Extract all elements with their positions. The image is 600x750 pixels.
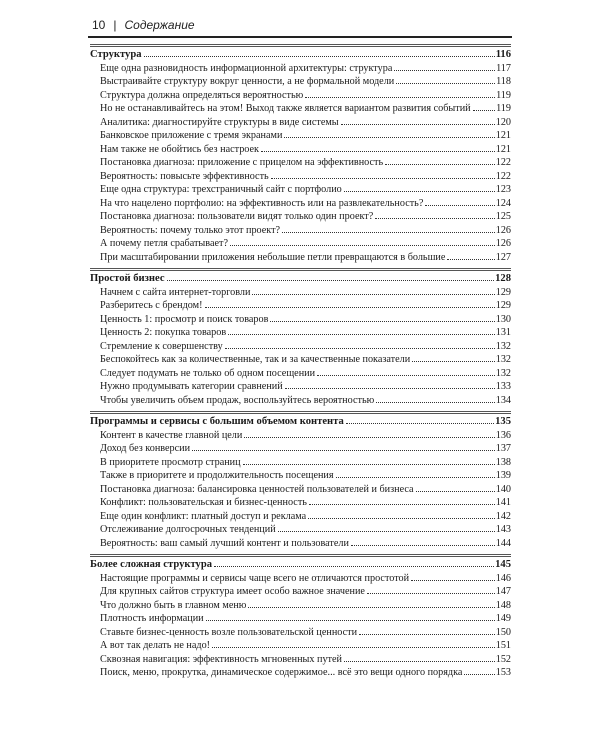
entry-title: В приоритете просмотр страниц: [100, 456, 241, 468]
toc-entry[interactable]: [90, 102, 511, 116]
header-page-number: 10: [92, 18, 106, 32]
page-number: 138: [495, 456, 511, 468]
dot-leader: [447, 259, 494, 260]
dot-leader: [270, 321, 494, 322]
toc-entry[interactable]: [90, 183, 511, 197]
dot-leader: [252, 294, 494, 295]
toc-entry[interactable]: [90, 585, 511, 599]
dot-leader: [376, 402, 495, 403]
toc-entry[interactable]: [90, 469, 511, 483]
dot-leader: [305, 97, 495, 98]
dot-leader: [473, 110, 495, 111]
dot-leader: [205, 307, 495, 308]
dot-leader: [192, 450, 495, 451]
dot-leader: [367, 593, 495, 594]
dot-leader: [416, 491, 495, 492]
toc-entry[interactable]: [90, 210, 511, 224]
dot-leader: [375, 218, 494, 219]
toc-entry[interactable]: [90, 523, 511, 537]
page-number: 136: [495, 429, 511, 441]
toc-chapter[interactable]: [90, 415, 511, 429]
toc-entry[interactable]: [90, 62, 511, 76]
page-number: 128: [495, 273, 511, 285]
page-number: 134: [495, 394, 511, 406]
dot-leader: [167, 280, 495, 281]
page-number: 124: [495, 197, 511, 209]
dot-leader: [285, 388, 495, 389]
toc-section: [90, 554, 511, 680]
page-number: 127: [495, 251, 511, 263]
dot-leader: [212, 647, 495, 648]
toc-entry[interactable]: [90, 170, 511, 184]
toc-entry[interactable]: [90, 340, 511, 354]
toc-entry[interactable]: [90, 353, 511, 367]
dot-leader: [261, 151, 495, 152]
page-number: 129: [495, 300, 511, 312]
page-number: 120: [495, 116, 511, 128]
page-number: 122: [495, 170, 511, 182]
toc-entry[interactable]: [90, 197, 511, 211]
page-number: 141: [495, 497, 511, 509]
page-number: 140: [495, 483, 511, 495]
toc-chapter[interactable]: [90, 48, 511, 62]
page-number: 129: [495, 286, 511, 298]
toc-entry[interactable]: [90, 639, 511, 653]
entry-title: Разберитесь с брендом!: [100, 300, 203, 312]
toc-section: [90, 411, 511, 550]
dot-leader: [317, 375, 495, 376]
dot-leader: [248, 607, 494, 608]
entry-title: Постановка диагноза: пользователи видят только один проект?: [100, 211, 374, 223]
entry-title: Еще одна структура: трехстраничный сайт с портфолио: [100, 184, 342, 196]
page-number: 144: [495, 537, 511, 549]
dot-leader: [394, 70, 495, 71]
entry-title: Отслеживание долгосрочных тенденций: [100, 524, 276, 536]
entry-title: Банковское приложение с тремя экранами: [100, 130, 283, 142]
dot-leader: [346, 423, 494, 424]
entry-title: При масштабировании приложения небольшие петли превращаются в большие: [100, 251, 446, 263]
header-rule: [88, 36, 512, 38]
entry-title: Начнем с сайта интернет-торговли: [100, 286, 251, 298]
entry-title: А почему петля срабатывает?: [100, 238, 228, 250]
page-number: 122: [495, 157, 511, 169]
toc-entry[interactable]: [90, 537, 511, 551]
chapter-title: Более сложная структура: [90, 559, 213, 571]
dot-leader: [309, 504, 495, 505]
toc-entry[interactable]: [90, 251, 511, 265]
page-number: 146: [495, 572, 511, 584]
page-number: 132: [495, 367, 511, 379]
entry-title: Аналитика: диагностируйте структуры в виде системы: [100, 116, 339, 128]
entry-title: Сквозная навигация: эффективность мгновенных путей: [100, 653, 342, 665]
page-number: 117: [496, 62, 511, 74]
chapter-title: Программы и сервисы с большим объемом контента: [90, 416, 344, 428]
dot-leader: [225, 348, 495, 349]
page-number: 132: [495, 354, 511, 366]
toc-entry[interactable]: [90, 394, 511, 408]
toc-entry[interactable]: [90, 653, 511, 667]
toc-entry[interactable]: [90, 143, 511, 157]
running-header: [92, 18, 512, 32]
page-number: 137: [495, 443, 511, 455]
page-number: 139: [495, 470, 511, 482]
toc-entry[interactable]: [90, 75, 511, 89]
page-number: 148: [495, 599, 511, 611]
entry-title: Еще одна разновидность информационной архитектуры: структура: [100, 62, 393, 74]
dot-leader: [344, 661, 495, 662]
page-number: 118: [496, 76, 511, 88]
dot-leader: [351, 545, 495, 546]
page-number: 123: [495, 184, 511, 196]
toc-entry[interactable]: [90, 224, 511, 238]
dot-leader: [271, 178, 495, 179]
dot-leader: [425, 205, 494, 206]
header-title: Содержание: [124, 18, 195, 32]
toc-entry[interactable]: [90, 442, 511, 456]
page-number: 133: [495, 381, 511, 393]
toc-entry[interactable]: [90, 626, 511, 640]
toc-entry[interactable]: [90, 367, 511, 381]
dot-leader: [396, 83, 495, 84]
chapter-title: Структура: [90, 49, 142, 60]
dot-leader: [341, 124, 495, 125]
entry-title: На что нацелено портфолио: на эффективность или на развлекательность?: [100, 197, 424, 209]
toc-entry[interactable]: [90, 496, 511, 510]
entry-title: Следует подумать не только об одном посещении: [100, 367, 316, 379]
toc-entry[interactable]: [90, 237, 511, 251]
dot-leader: [278, 531, 495, 532]
dot-leader: [336, 477, 495, 478]
entry-title: Ставьте бизнес-ценность возле пользовательской ценности: [100, 626, 358, 638]
toc-entry[interactable]: [90, 116, 511, 130]
page-number: 147: [495, 586, 511, 598]
entry-title: Ценность 2: покупка товаров: [100, 327, 227, 339]
dot-leader: [206, 620, 495, 621]
toc-entry[interactable]: [90, 326, 511, 340]
page-number: 126: [495, 238, 511, 250]
entry-title: Конфликт: пользовательская и бизнес-ценность: [100, 497, 307, 509]
entry-title: Также в приоритете и продолжительность посещения: [100, 470, 334, 482]
entry-title: Вероятность: ваш самый лучший контент и пользователи: [100, 537, 349, 549]
entry-title: Выстраивайте структуру вокруг ценности, а не формальной модели: [100, 76, 395, 88]
entry-title: Нам также не обойтись без настроек: [100, 143, 259, 155]
toc-section: [90, 268, 511, 407]
toc-entry[interactable]: [90, 89, 511, 103]
dot-leader: [228, 334, 495, 335]
toc-entry[interactable]: [90, 299, 511, 313]
page-number: 121: [495, 130, 511, 142]
entry-title: Вероятность: почему только этот проект?: [100, 224, 281, 236]
dot-leader: [214, 566, 494, 567]
toc-entry[interactable]: [90, 666, 511, 680]
dot-leader: [308, 518, 495, 519]
toc-entry[interactable]: [90, 599, 511, 613]
toc-entry[interactable]: [90, 572, 511, 586]
dot-leader: [464, 674, 494, 675]
page-number: 121: [495, 143, 511, 155]
page-number: 132: [495, 340, 511, 352]
toc-entry[interactable]: [90, 286, 511, 300]
entry-title: Что должно быть в главном меню: [100, 599, 247, 611]
dot-leader: [144, 56, 495, 57]
entry-title: Поиск, меню, прокрутка, динамическое содержимое... всё это вещи одного порядка: [100, 667, 463, 679]
dot-leader: [243, 464, 495, 465]
dot-leader: [344, 191, 495, 192]
dot-leader: [244, 437, 494, 438]
page-number: 119: [496, 89, 511, 101]
page-number: 131: [495, 327, 511, 339]
entry-title: Постановка диагноза: балансировка ценностей пользователей и бизнеса: [100, 483, 414, 495]
entry-title: Беспокойтесь как за количественные, так и за качественные показатели: [100, 354, 411, 366]
entry-title: Ценность 1: просмотр и поиск товаров: [100, 313, 269, 325]
entry-title: Для крупных сайтов структура имеет особо важное значение: [100, 586, 365, 598]
page-number: 119: [496, 103, 511, 115]
dot-leader: [282, 232, 495, 233]
page-number: 125: [495, 211, 511, 223]
page-number: 143: [495, 524, 511, 536]
dot-leader: [359, 634, 495, 635]
page-number: 142: [495, 510, 511, 522]
toc-entry[interactable]: [90, 156, 511, 170]
entry-title: Нужно продумывать категории сравнений: [100, 381, 283, 393]
page-number: 150: [495, 626, 511, 638]
toc-entry[interactable]: [90, 429, 511, 443]
chapter-title: Простой бизнес: [90, 273, 165, 285]
toc-chapter[interactable]: [90, 272, 511, 286]
entry-title: Вероятность: повысьте эффективность: [100, 170, 269, 182]
page-number: 126: [495, 224, 511, 236]
entry-title: Контент в качестве главной цели: [100, 429, 243, 441]
entry-title: Стремление к совершенству: [100, 340, 223, 352]
dot-leader: [412, 361, 495, 362]
page-number: 149: [495, 613, 511, 625]
dot-leader: [411, 580, 495, 581]
toc-chapter[interactable]: [90, 558, 511, 572]
page-number: 152: [495, 653, 511, 665]
toc-entry[interactable]: [90, 129, 511, 143]
toc-entry[interactable]: [90, 380, 511, 394]
table-of-contents: [90, 44, 511, 684]
page-number: 153: [495, 667, 511, 679]
entry-title: Еще один конфликт: платный доступ и реклама: [100, 510, 307, 522]
page-number: 151: [495, 640, 511, 652]
dot-leader: [284, 137, 494, 138]
toc-entry[interactable]: [90, 313, 511, 327]
page-number: 145: [495, 559, 511, 571]
header-separator: |: [113, 18, 117, 32]
toc-entry[interactable]: [90, 483, 511, 497]
page-number: 135: [495, 416, 511, 428]
page-number: 130: [495, 313, 511, 325]
entry-title: А вот так делать не надо!: [100, 640, 211, 652]
entry-title: Плотность информации: [100, 613, 204, 625]
dot-leader: [230, 245, 495, 246]
toc-entry[interactable]: [90, 456, 511, 470]
entry-title: Структура должна определяться вероятностью: [100, 89, 304, 101]
page-number: 116: [495, 49, 511, 60]
entry-title: Доход без конверсии: [100, 443, 191, 455]
toc-section: [90, 44, 511, 264]
entry-title: Постановка диагноза: приложение с прицелом на эффективность: [100, 157, 384, 169]
toc-entry[interactable]: [90, 510, 511, 524]
entry-title: Но не останавливайтесь на этом! Выход также является вариантом развития событий: [100, 103, 471, 115]
dot-leader: [385, 164, 495, 165]
entry-title: Чтобы увеличить объем продаж, воспользуйтесь вероятностью: [100, 394, 375, 406]
entry-title: Настоящие программы и сервисы чаще всего не отличаются простотой: [100, 572, 410, 584]
toc-entry[interactable]: [90, 612, 511, 626]
